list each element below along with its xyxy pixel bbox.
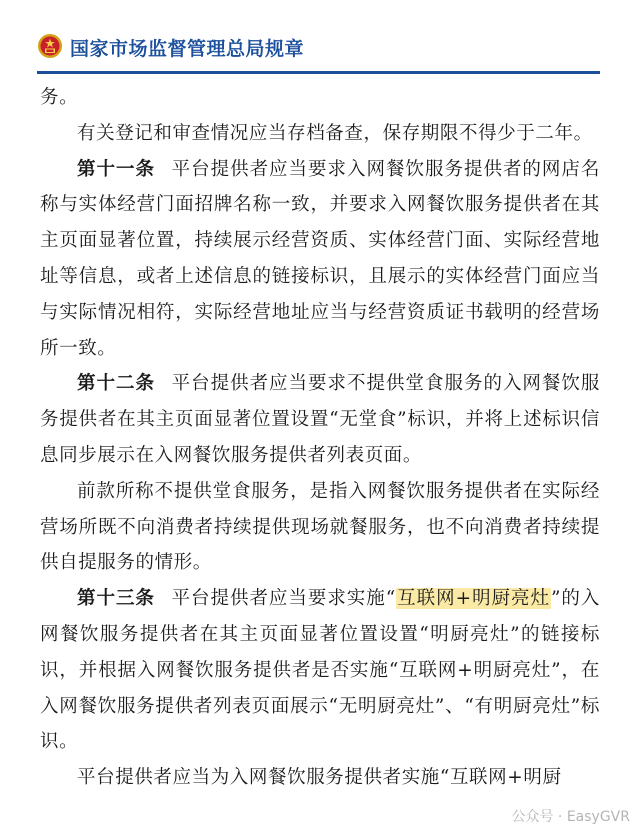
header-title: 国家市场监督管理总局规章 [70,38,305,60]
article-text-after: ”的入网餐饮服务提供者在其主页面显著位置设置“明厨亮灶”的链接标识，并根据入网餐饮服务提供者是否实施“互联网+明厨亮灶”，在入网餐饮服务提供者列表页面展示“无明厨亮灶”、“有明厨亮灶”标识。 [40,588,600,753]
header-divider [37,71,600,74]
highlighted-text: 互联网+明厨亮灶 [396,588,550,610]
page-header [0,0,640,78]
paragraph-definition: 前款所称不提供堂食服务，是指入网餐饮服务提供者在实际经营场所既不向消费者持续提供现场就餐服务，也不向消费者持续提供自提服务的情形。 [40,480,600,574]
paragraph-platform: 平台提供者应当为入网餐饮服务提供者实施“互联网+明厨 [77,767,562,789]
article-12 [40,366,600,473]
paragraph-continuation: 务。 [40,87,79,108]
paragraph-archive: 有关登记和审查情况应当存档备查，保存期限不得少于二年。 [77,122,593,144]
watermark: 公众号 · EasyGVR [511,809,630,825]
article-number: 第十一条 [77,158,155,180]
article-11 [40,152,600,367]
article-text: 平台提供者应当要求不提供堂食服务的入网餐饮服务提供者在其主页面显著位置设置“无堂食”标识，并将上述标识信息同步展示在入网餐饮服务提供者列表页面。 [40,373,601,466]
article-text-before: 平台提供者应当要求实施“ [171,588,396,610]
regulation-body [40,80,600,796]
article-text: 平台提供者应当要求入网餐饮服务提供者的网店名称与实体经营门面招牌名称一致，并要求入网餐饮服务提供者在其主页面显著位置，持续展示经营资质、实体经营门面、实际经营地址等信息，或者上述信息的链接标识，且展示的实体经营门面应当与实际情况相符，实际经营地址应当与经营资质证书载明的经营场所一致。 [40,158,601,359]
article-number: 第十三条 [77,588,155,610]
article-13 [40,581,600,760]
national-emblem-icon [37,33,63,59]
article-number: 第十二条 [77,373,155,395]
